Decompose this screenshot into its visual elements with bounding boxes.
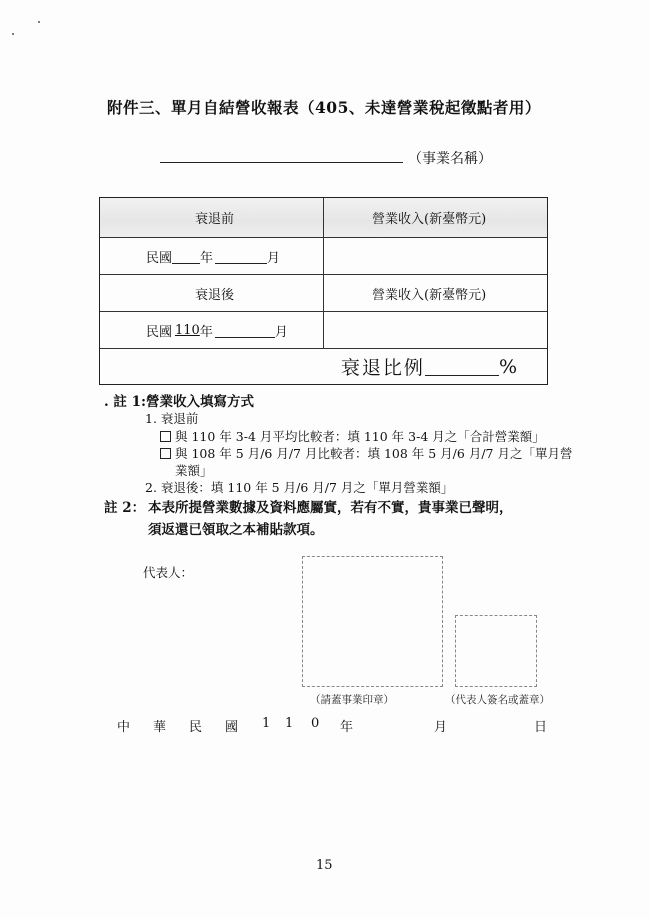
rep-seal-caption: （代表人簽名或蓋章） [445,694,550,706]
table-row [100,275,547,312]
note1-item1: 1. 衰退前 [145,411,199,426]
after-revenue-cell[interactable] [324,312,547,348]
header-before-cell [100,198,324,237]
header-revenue-cell [324,275,547,311]
before-date-cell [100,238,324,274]
ratio-cell [100,349,547,384]
after-date-cell [100,312,324,348]
header-revenue-cell [324,198,547,237]
page-number: 15 [316,858,333,873]
year-value: 110 [175,322,200,338]
header-revenue: 營業收入(新臺幣元) [372,287,487,303]
roc-label: 民國 [146,324,173,340]
header-before: 衰退前 [195,212,235,227]
business-name-line[interactable] [160,162,403,163]
scan-speck [38,21,40,23]
business-name-label: （事業名稱） [408,151,492,167]
business-seal-box[interactable] [302,556,443,687]
year-label: 年 [200,250,214,266]
date-year-digit: 1 [262,716,271,731]
month-blank[interactable] [215,323,275,338]
page-title: 附件三、單月自結營收報表（405、未達營業稅起徵點者用） [107,98,541,117]
checkbox-icon[interactable] [160,448,171,459]
month-label: 月 [267,250,281,266]
note2-line2: 須返還已領取之本補貼款項。 [148,522,324,538]
date-year-label: 年 [340,720,354,735]
date-line [0,716,650,736]
date-month-label: 月 [434,720,448,735]
date-day-label: 日 [534,720,548,735]
date-char: 中 [117,720,131,735]
month-blank[interactable] [215,249,267,264]
representative-label: 代表人： [143,565,194,580]
checkbox-icon[interactable] [160,431,171,442]
ratio-blank[interactable] [425,357,499,376]
date-year-digit: 1 [285,716,294,731]
year-blank[interactable] [172,249,200,264]
table-row [100,349,547,384]
header-after: 衰退後 [195,287,235,303]
business-seal-caption: （請蓋事業印章） [310,694,394,706]
month-label: 月 [274,324,288,340]
date-char: 國 [225,720,239,735]
option1-text: 與 110 年 3-4 月平均比較者：填 110 年 3-4 月之「合計營業額」 [175,429,545,444]
note1-title: . 註 1:營業收入填寫方式 [104,394,254,410]
before-revenue-cell[interactable] [324,238,547,274]
note1-option2-cont: 業額」 [175,463,213,478]
scan-speck [12,33,14,35]
roc-label: 民國 [146,250,173,266]
table-row [100,198,547,238]
note1-option2 [160,444,572,462]
date-char: 民 [189,720,203,735]
header-revenue: 營業收入(新臺幣元) [372,212,487,227]
option2-text: 與 108 年 5 月/6 月/7 月比較者：填 108 年 5 月/6 月/7 月之「單月營 [175,446,573,461]
note2-line1: 本表所提營業數據及資料應屬實，若有不實，貴事業已聲明， [148,500,513,516]
ratio-label: 衰退比例 [340,357,425,379]
table-row [100,238,547,275]
date-year-digit: 0 [311,716,320,731]
revenue-table [99,197,548,385]
note2-label: 註 2： [104,500,146,516]
note1-title-text: 註 1:營業收入填寫方式 [113,394,254,410]
ratio-unit: % [498,355,519,378]
table-row [100,312,547,349]
date-char: 華 [153,720,167,735]
year-label: 年 [199,324,213,340]
representative-seal-box[interactable] [455,615,537,687]
note1-option1 [160,427,545,445]
note1-item2: 2. 衰退後：填 110 年 5 月/6 月/7 月之「單月營業額」 [145,480,454,495]
header-after-cell [100,275,324,311]
